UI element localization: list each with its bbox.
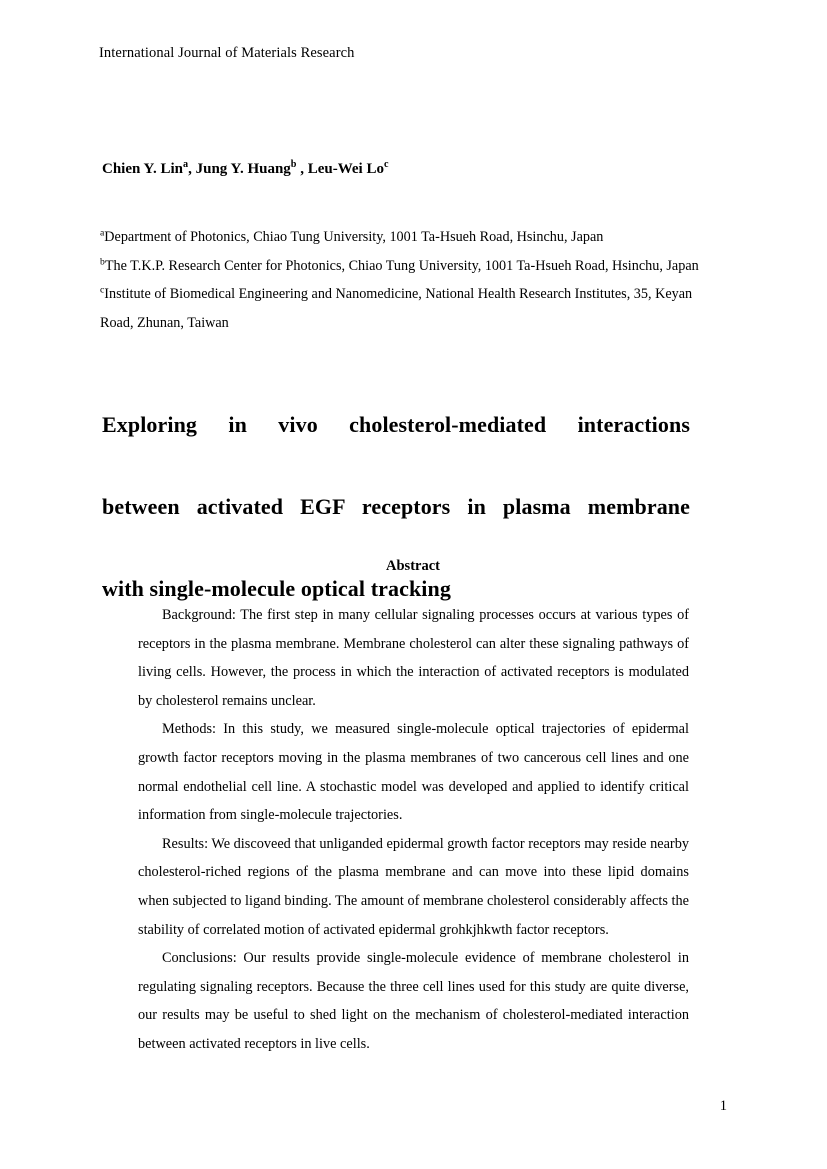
affiliation-text: Department of Photonics, Chiao Tung University, 1001 Ta-Hsueh Road, Hsinchu, Japan — [104, 229, 604, 245]
title-line-3: with single-molecule optical tracking — [102, 575, 451, 601]
abstract-paragraph-methods: Methods: In this study, we measured single-molecule optical trajectories of epidermal growth factor receptors moving in the plasma membranes of two cancerous cell lines and one normal endothelial cell line. A stochastic model was developed and applied to identify critical information from single-molecule trajectories. — [138, 721, 689, 824]
running-head: International Journal of Materials Research — [99, 45, 355, 61]
author-affiliation-marker-1: a — [183, 159, 189, 170]
author-affiliation-marker-2: b — [290, 159, 297, 170]
author-name-1: Chien Y. Lin — [102, 161, 184, 177]
affiliation-marker: b — [100, 255, 105, 267]
abstract-body — [138, 601, 689, 1059]
affiliation-text: The T.K.P. Research Center for Photonics, Chiao Tung University, 1001 Ta-Hsueh Road, Hsinchu, Japan — [104, 257, 699, 274]
abstract-heading: Abstract — [386, 558, 440, 574]
abstract-paragraph-conclusions: Conclusions: Our results provide single-molecule evidence of membrane cholesterol in regulating signaling receptors. Because the three cell lines used for this study are quite diverse, our results may be useful to shed light on the mechanism of cholesterol-mediated interaction between activated receptors in live cells. — [138, 950, 689, 1052]
affiliation-text: Institute of Biomedical Engineering and Nanomedicine, National Health Research Institutes, 35, Keyan Road, Zhunan, Taiwan — [100, 286, 693, 331]
page-number: 1 — [719, 1098, 727, 1114]
title-line-1: Exploring in vivo cholesterol-mediated interactions — [102, 411, 690, 437]
affiliation-item — [100, 252, 704, 281]
author-separator-2: , — [296, 161, 308, 177]
author-separator-1: , — [188, 161, 196, 177]
page-title — [102, 404, 690, 609]
title-line-2: between activated EGF receptors in plasma membrane — [102, 493, 690, 519]
affiliation-marker: c — [100, 284, 105, 296]
abstract-paragraph-results: Results: We discoveed that unliganded epidermal growth factor receptors may reside nearby cholesterol-riched regions of the plasma membrane and can move into these lipid domains when subjected to ligand binding. The amount of membrane cholesterol considerably affects the stability of correlated motion of activated epidermal grohkjhkwth factor receptors. — [138, 835, 689, 938]
affiliation-item — [100, 280, 704, 337]
author-affiliation-marker-3: c — [383, 159, 389, 170]
affiliation-marker: a — [100, 227, 105, 239]
author-name-3: Leu-Wei Lo — [307, 161, 384, 177]
author-name-2: Jung Y. Huang — [195, 161, 291, 177]
abstract-paragraph-background: Background: The first step in many cellular signaling processes occurs at various types of receptors in the plasma membrane. Membrane cholesterol can alter these signaling pathways of living cells. However, the process in which the interaction of activated receptors is modulated by cholesterol remains unclear. — [138, 607, 689, 709]
affiliation-item — [100, 223, 704, 252]
affiliation-list — [100, 223, 704, 337]
author-list — [102, 160, 389, 180]
